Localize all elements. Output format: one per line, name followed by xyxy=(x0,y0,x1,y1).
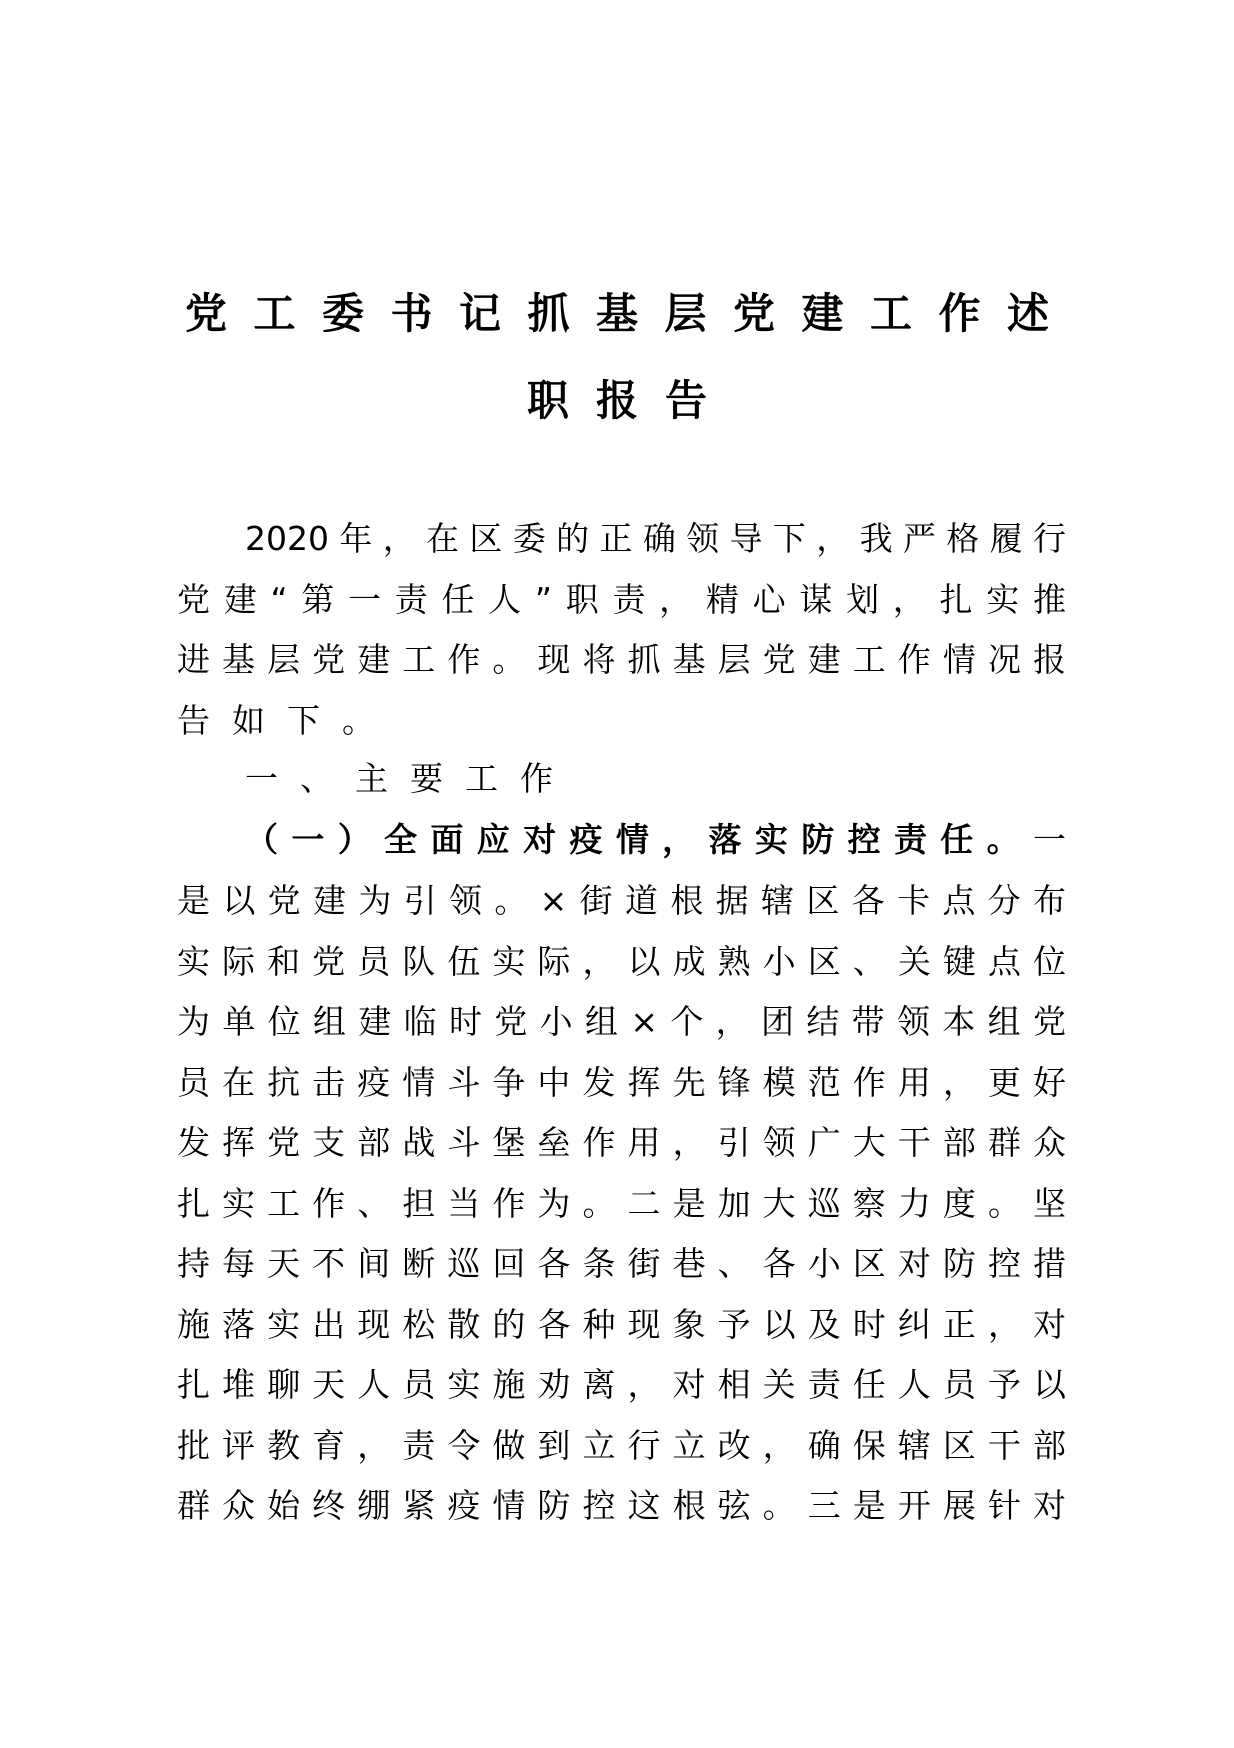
paragraph-line: 实际和党员队伍实际，以成熟小区、关键点位 xyxy=(177,942,1066,981)
paragraph-line: 党建“第一责任人”职责，精心谋划，扎实推 xyxy=(177,580,1066,619)
paragraph-line-start: 一 xyxy=(1033,820,1066,859)
paragraph-line: 是以党建为引领。×街道根据辖区各卡点分布 xyxy=(177,881,1066,920)
paragraph-line: 为单位组建临时党小组×个，团结带领本组党 xyxy=(177,1002,1066,1041)
subsection-heading-line xyxy=(245,818,1066,862)
paragraph-line: 员在抗击疫情斗争中发挥先锋模范作用，更好 xyxy=(177,1063,1066,1102)
paragraph-line: 扎堆聊天人员实施劝离，对相关责任人员予以 xyxy=(177,1365,1066,1404)
paragraph-line: 告如下。 xyxy=(177,701,397,740)
paragraph-line: 施落实出现松散的各种现象予以及时纠正，对 xyxy=(177,1305,1066,1344)
section-heading: 一、主要工作 xyxy=(245,759,575,798)
subsection-heading: （一）全面应对疫情，落实防控责任。 xyxy=(245,820,1033,859)
paragraph-line: 进基层党建工作。现将抓基层党建工作情况报 xyxy=(177,640,1066,679)
document-title-line-1: 党工委书记抓基层党建工作述 xyxy=(185,289,1049,338)
paragraph-line: 群众始终绷紧疫情防控这根弦。三是开展针对 xyxy=(177,1486,1066,1525)
document-title-line-2: 职报告 xyxy=(527,376,707,425)
paragraph-line: 批评教育，责令做到立行立改，确保辖区干部 xyxy=(177,1426,1066,1465)
paragraph-line: 持每天不间断巡回各条街巷、各小区对防控措 xyxy=(177,1244,1066,1283)
paragraph-line: 2020年，在区委的正确领导下，我严格履行 xyxy=(245,519,1066,558)
paragraph-line: 发挥党支部战斗堡垒作用，引领广大干部群众 xyxy=(177,1123,1066,1162)
paragraph-line: 扎实工作、担当作为。二是加大巡察力度。坚 xyxy=(177,1184,1066,1223)
